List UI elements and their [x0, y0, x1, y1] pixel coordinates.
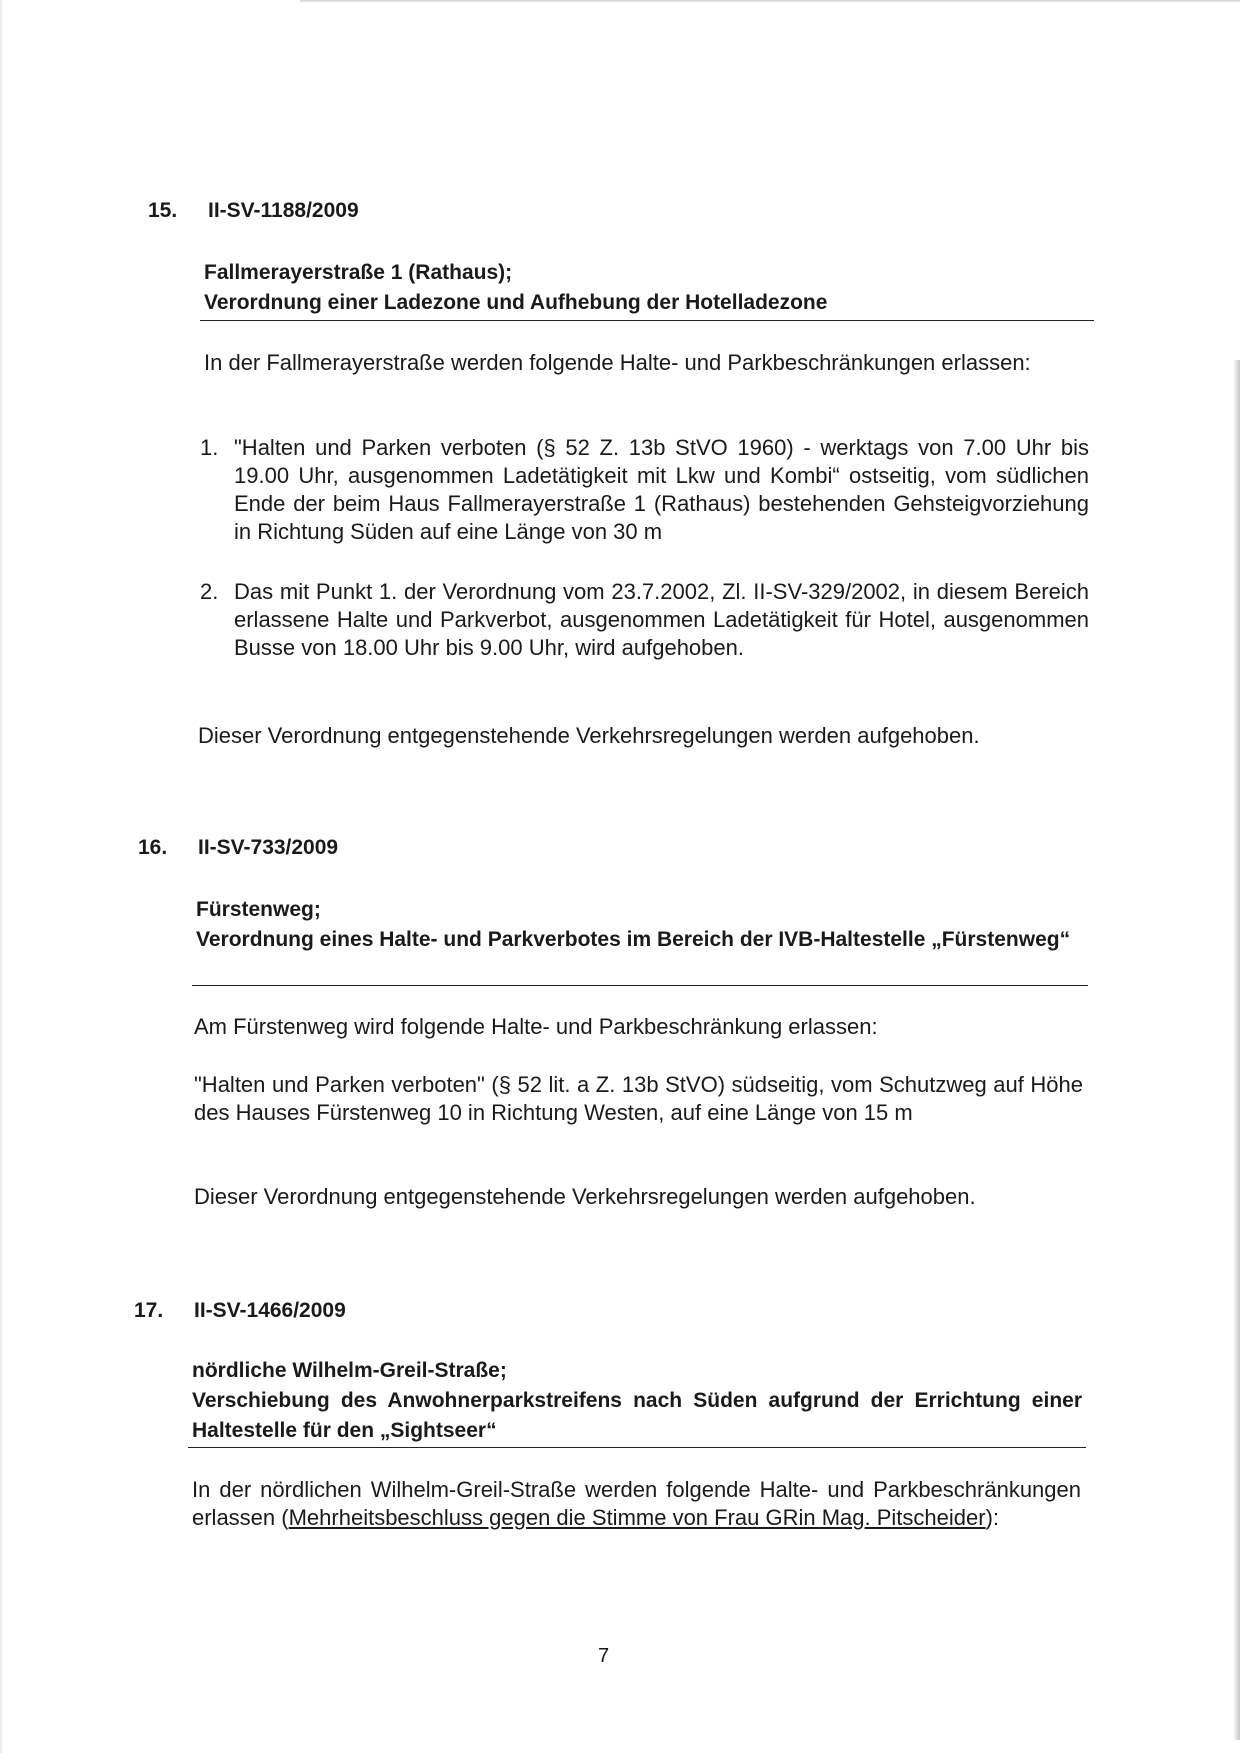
title-line-1: nördliche Wilhelm-Greil-Straße;: [192, 1359, 507, 1382]
section-16-title: [196, 895, 1086, 955]
section-ref: II-SV-1188/2009: [208, 199, 359, 222]
section-15-title: [204, 258, 1084, 318]
section-15-item-1: [200, 434, 1089, 546]
section-17-title: [192, 1356, 1082, 1446]
title-line-2: Verordnung einer Ladezone und Aufhebung der Hotelladezone: [204, 291, 828, 314]
section-15-heading: [148, 199, 359, 223]
section-17-heading: [134, 1299, 346, 1323]
section-16-heading: [138, 836, 338, 860]
section-16-rule: [192, 985, 1088, 986]
page-number: 7: [598, 1645, 610, 1667]
section-17-intro: [192, 1476, 1081, 1532]
section-number: 16.: [138, 836, 168, 859]
section-16-body: "Halten und Parken verboten" (§ 52 lit. a Z. 13b StVO) südseitig, vom Schutzweg auf Höhe des Hauses Fürstenweg 10 in Richtung Westen, auf eine Länge von 15 m: [194, 1072, 1083, 1125]
section-16-closing: Dieser Verordnung entgegenstehende Verkehrsregelungen werden aufgehoben.: [194, 1184, 976, 1209]
scan-edge-right: [1234, 360, 1240, 1740]
intro-text: In der nördlichen Wilhelm-Greil-Straße werden folgende Halte- und Parkbeschränkungen erlassen (: [192, 1477, 1081, 1530]
item-text: "Halten und Parken verboten (§ 52 Z. 13b StVO 1960) - werktags von 7.00 Uhr bis 19.00 Uhr, ausgenommen Ladetätigkeit mit Lkw und Kombi“ ostseitig, vom südlichen Ende der beim Haus Fallmerayerstraße 1 (Rathaus) bestehenden Gehsteigvorziehung in Richtung Süden auf eine Länge von 30 m: [234, 435, 1089, 544]
section-16-intro: Am Fürstenweg wird folgende Halte- und Parkbeschränkung erlassen:: [194, 1014, 878, 1039]
section-number: 17.: [134, 1299, 164, 1322]
scan-edge-left: [0, 0, 3, 1753]
title-line-1: Fallmerayerstraße 1 (Rathaus);: [204, 261, 513, 284]
title-line-2: Verschiebung des Anwohnerparkstreifens nach Süden aufgrund der Errichtung einer Haltestelle für den „Sightseer“: [192, 1389, 1082, 1442]
item-marker: 2.: [200, 579, 219, 604]
intro-end: ):: [985, 1505, 1000, 1530]
scan-edge-top: [300, 0, 1240, 3]
section-15-intro: In der Fallmerayerstraße werden folgende Halte- und Parkbeschränkungen erlassen:: [204, 350, 1031, 375]
section-ref: II-SV-1466/2009: [194, 1299, 346, 1322]
section-ref: II-SV-733/2009: [198, 836, 339, 859]
item-marker: 1.: [200, 435, 219, 460]
section-15-closing: Dieser Verordnung entgegenstehende Verkehrsregelungen werden aufgehoben.: [198, 723, 980, 748]
section-15-item-2: [200, 578, 1089, 690]
section-number: 15.: [148, 199, 178, 222]
title-line-1: Fürstenweg;: [196, 898, 321, 921]
title-line-2: Verordnung eines Halte- und Parkverbotes im Bereich der IVB-Haltestelle „Fürstenweg“: [196, 928, 1071, 951]
underlined-note: Mehrheitsbeschluss gegen die Stimme von Frau GRin Mag. Pitscheider: [288, 1505, 986, 1530]
item-text: Das mit Punkt 1. der Verordnung vom 23.7.2002, Zl. II-SV-329/2002, in diesem Bereich erlassene Halte und Parkverbot, ausgenommen Ladetätigkeit für Hotel, ausgenommen Busse von 18.00 Uhr bis 9.00 Uhr, wird aufgehoben.: [234, 579, 1089, 660]
section-17-rule: [188, 1447, 1086, 1448]
section-15-rule: [200, 320, 1094, 321]
